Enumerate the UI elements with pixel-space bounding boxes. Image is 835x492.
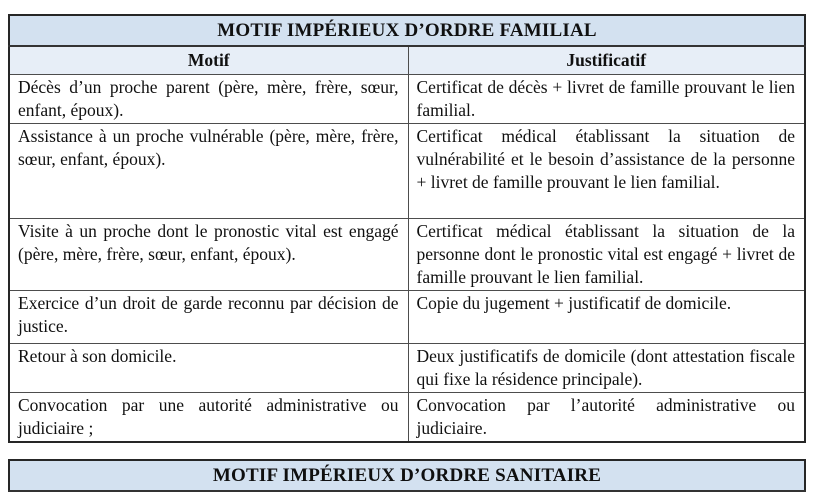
table-row (9, 219, 805, 291)
table-row (9, 291, 805, 344)
table-row (9, 124, 805, 219)
cell-motif: Assistance à un proche vulnérable (père, mère, frère, sœur, enfant, époux). (9, 124, 408, 219)
column-header-motif: Motif (9, 46, 408, 75)
cell-justificatif: Certificat médical établissant la situation de la personne dont le pronostic vital est engagé + livret de famille prouvant le lien familial. (408, 219, 805, 291)
table-row (9, 15, 805, 46)
cell-motif: Visite à un proche dont le pronostic vital est engagé (père, mère, frère, sœur, enfant, époux). (9, 219, 408, 291)
table-row (9, 46, 805, 75)
cell-motif: Décès d’un proche parent (père, mère, frère, sœur, enfant, époux). (9, 75, 408, 124)
cell-justificatif: Convocation par l’autorité administrative ou judiciaire. (408, 393, 805, 443)
cell-justificatif: Deux justificatifs de domicile (dont attestation fiscale qui fixe la résidence principale). (408, 344, 805, 393)
cell-justificatif: Copie du jugement + justificatif de domicile. (408, 291, 805, 344)
table-row (9, 75, 805, 124)
cell-motif: Retour à son domicile. (9, 344, 408, 393)
table-title-sanitaire: MOTIF IMPÉRIEUX D’ORDRE SANITAIRE (9, 460, 805, 491)
column-header-justificatif: Justificatif (408, 46, 805, 75)
cell-justificatif: Certificat de décès + livret de famille prouvant le lien familial. (408, 75, 805, 124)
table-row (9, 344, 805, 393)
table-title-familial: MOTIF IMPÉRIEUX D’ORDRE FAMILIAL (9, 15, 805, 46)
cell-justificatif: Certificat médical établissant la situation de vulnérabilité et le besoin d’assistance de la personne + livret de famille prouvant le lien familial. (408, 124, 805, 219)
cell-motif: Exercice d’un droit de garde reconnu par décision de justice. (9, 291, 408, 344)
table-row (9, 393, 805, 443)
table-motif-familial (8, 14, 806, 443)
cell-motif: Convocation par une autorité administrative ou judiciaire ; (9, 393, 408, 443)
